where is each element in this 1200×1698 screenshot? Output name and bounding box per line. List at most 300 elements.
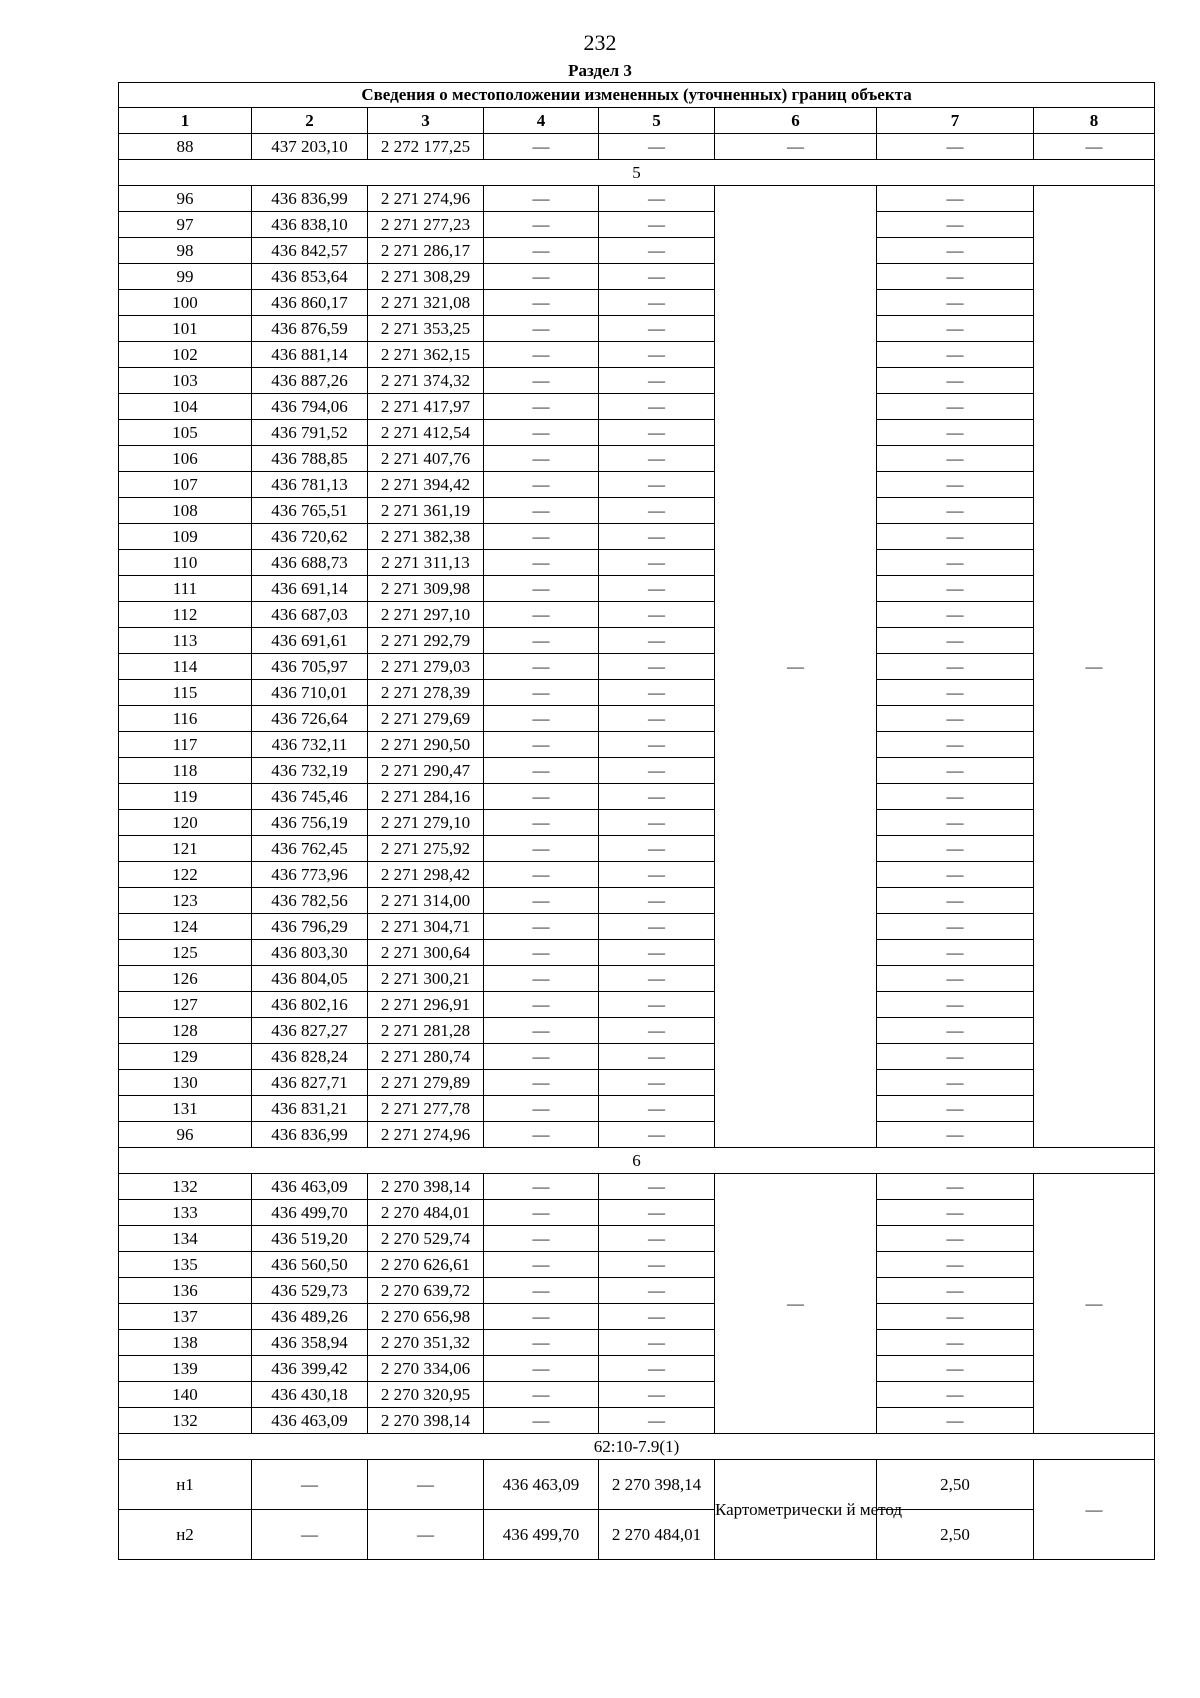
cell-dash: — bbox=[877, 446, 1034, 472]
point-number: 88 bbox=[119, 134, 252, 160]
cell-dash: — bbox=[877, 1044, 1034, 1070]
coord-y: 2 270 398,14 bbox=[368, 1174, 484, 1200]
table-row bbox=[119, 1044, 1155, 1070]
cell-dash: — bbox=[877, 1278, 1034, 1304]
coord-x: 436 853,64 bbox=[252, 264, 368, 290]
method-cell: Картометрически й метод bbox=[715, 1460, 877, 1560]
coord-x: 436 732,11 bbox=[252, 732, 368, 758]
cell-dash: — bbox=[877, 1408, 1034, 1434]
cell-dash: — bbox=[877, 888, 1034, 914]
coord-x: 436 762,45 bbox=[252, 836, 368, 862]
cell-dash: — bbox=[599, 836, 715, 862]
coord-y: 2 271 277,78 bbox=[368, 1096, 484, 1122]
coord-x: 436 887,26 bbox=[252, 368, 368, 394]
point-number: 106 bbox=[119, 446, 252, 472]
table-row bbox=[119, 1382, 1155, 1408]
point-number: 127 bbox=[119, 992, 252, 1018]
coord-x: 436 827,71 bbox=[252, 1070, 368, 1096]
cell-dash: — bbox=[484, 1122, 599, 1148]
point-number: 137 bbox=[119, 1304, 252, 1330]
table-row bbox=[119, 290, 1155, 316]
cell-dash: — bbox=[484, 1330, 599, 1356]
accuracy-value: 2,50 bbox=[877, 1460, 1034, 1510]
point-number: 140 bbox=[119, 1382, 252, 1408]
coord-y: 2 271 279,03 bbox=[368, 654, 484, 680]
cell-dash: — bbox=[484, 1356, 599, 1382]
table-row bbox=[119, 1226, 1155, 1252]
cell-dash: — bbox=[484, 784, 599, 810]
cell-dash: — bbox=[1034, 134, 1155, 160]
table-row bbox=[119, 810, 1155, 836]
cell-dash: — bbox=[599, 784, 715, 810]
merged-dash-col6: — bbox=[715, 1174, 877, 1434]
coord-x: 436 803,30 bbox=[252, 940, 368, 966]
cell-dash: — bbox=[484, 836, 599, 862]
point-number: н1 bbox=[119, 1460, 252, 1510]
cell-dash: — bbox=[877, 1070, 1034, 1096]
merged-dash-col8: — bbox=[1034, 1460, 1155, 1560]
cell-dash: — bbox=[484, 1174, 599, 1200]
cell-dash: — bbox=[599, 316, 715, 342]
cell-dash: — bbox=[877, 1382, 1034, 1408]
coord-x: 436 463,09 bbox=[252, 1408, 368, 1434]
cell-dash: — bbox=[599, 1070, 715, 1096]
cell-dash: — bbox=[877, 550, 1034, 576]
coord-y: 2 271 361,19 bbox=[368, 498, 484, 524]
table-row bbox=[119, 680, 1155, 706]
cell-dash: — bbox=[484, 550, 599, 576]
coord-x: 436 842,57 bbox=[252, 238, 368, 264]
cell-dash: — bbox=[484, 1200, 599, 1226]
point-number: 99 bbox=[119, 264, 252, 290]
cell-dash: — bbox=[599, 498, 715, 524]
cell-dash: — bbox=[484, 732, 599, 758]
cell-dash: — bbox=[368, 1510, 484, 1560]
table-row bbox=[119, 1252, 1155, 1278]
cell-dash: — bbox=[484, 758, 599, 784]
point-number: 114 bbox=[119, 654, 252, 680]
cell-dash: — bbox=[599, 368, 715, 394]
coord-y: 2 271 284,16 bbox=[368, 784, 484, 810]
point-number: 128 bbox=[119, 1018, 252, 1044]
cell-dash: — bbox=[599, 706, 715, 732]
coord-x: 436 791,52 bbox=[252, 420, 368, 446]
point-number: 132 bbox=[119, 1408, 252, 1434]
group-label-row bbox=[119, 1434, 1155, 1460]
cell-dash: — bbox=[484, 966, 599, 992]
point-number: 96 bbox=[119, 186, 252, 212]
cell-dash: — bbox=[484, 394, 599, 420]
coord-y: 2 271 292,79 bbox=[368, 628, 484, 654]
coord-x: 436 726,64 bbox=[252, 706, 368, 732]
group-label: 5 bbox=[119, 160, 1155, 186]
column-number: 8 bbox=[1034, 108, 1155, 134]
coord-x: 436 463,09 bbox=[484, 1460, 599, 1510]
cell-dash: — bbox=[599, 732, 715, 758]
coord-y: 2 271 298,42 bbox=[368, 862, 484, 888]
coord-x: 436 519,20 bbox=[252, 1226, 368, 1252]
cell-dash: — bbox=[599, 524, 715, 550]
coord-y: 2 271 412,54 bbox=[368, 420, 484, 446]
cell-dash: — bbox=[877, 966, 1034, 992]
coord-y: 2 271 279,89 bbox=[368, 1070, 484, 1096]
point-number: 100 bbox=[119, 290, 252, 316]
cell-dash: — bbox=[599, 472, 715, 498]
point-number: 125 bbox=[119, 940, 252, 966]
cell-dash: — bbox=[877, 602, 1034, 628]
cell-dash: — bbox=[877, 810, 1034, 836]
point-number: 129 bbox=[119, 1044, 252, 1070]
point-number: 135 bbox=[119, 1252, 252, 1278]
cell-dash: — bbox=[484, 290, 599, 316]
coord-x: 436 876,59 bbox=[252, 316, 368, 342]
coord-y: 2 271 417,97 bbox=[368, 394, 484, 420]
coord-y: 2 270 484,01 bbox=[368, 1200, 484, 1226]
table-row bbox=[119, 420, 1155, 446]
point-number: 107 bbox=[119, 472, 252, 498]
cell-dash: — bbox=[484, 264, 599, 290]
cell-dash: — bbox=[877, 394, 1034, 420]
point-number: 130 bbox=[119, 1070, 252, 1096]
point-number: 139 bbox=[119, 1356, 252, 1382]
cell-dash: — bbox=[877, 186, 1034, 212]
point-number: 102 bbox=[119, 342, 252, 368]
cell-dash: — bbox=[877, 1174, 1034, 1200]
coord-y: 2 271 300,64 bbox=[368, 940, 484, 966]
coord-x: 436 831,21 bbox=[252, 1096, 368, 1122]
cell-dash: — bbox=[599, 1174, 715, 1200]
coord-y: 2 271 286,17 bbox=[368, 238, 484, 264]
cell-dash: — bbox=[484, 1304, 599, 1330]
coord-x: 436 358,94 bbox=[252, 1330, 368, 1356]
point-number: 111 bbox=[119, 576, 252, 602]
cell-dash: — bbox=[877, 342, 1034, 368]
point-number: 136 bbox=[119, 1278, 252, 1304]
point-number: 117 bbox=[119, 732, 252, 758]
cell-dash: — bbox=[599, 1018, 715, 1044]
table-row bbox=[119, 1122, 1155, 1148]
cell-dash: — bbox=[599, 1200, 715, 1226]
cell-dash: — bbox=[877, 654, 1034, 680]
coord-x: 436 745,46 bbox=[252, 784, 368, 810]
coord-x: 436 463,09 bbox=[252, 1174, 368, 1200]
point-number: 105 bbox=[119, 420, 252, 446]
merged-dash-col6: — bbox=[715, 186, 877, 1148]
cell-dash: — bbox=[484, 992, 599, 1018]
table-row bbox=[119, 862, 1155, 888]
table-row bbox=[119, 238, 1155, 264]
point-number: 118 bbox=[119, 758, 252, 784]
table-row bbox=[119, 134, 1155, 160]
table-row bbox=[119, 212, 1155, 238]
cell-dash: — bbox=[877, 1252, 1034, 1278]
merged-dash-col8: — bbox=[1034, 186, 1155, 1148]
cell-dash: — bbox=[877, 524, 1034, 550]
coord-y: 2 271 374,32 bbox=[368, 368, 484, 394]
table-row bbox=[119, 1070, 1155, 1096]
table-row bbox=[119, 992, 1155, 1018]
point-number: 138 bbox=[119, 1330, 252, 1356]
cell-dash: — bbox=[877, 992, 1034, 1018]
cell-dash: — bbox=[484, 1096, 599, 1122]
coord-y: 2 271 353,25 bbox=[368, 316, 484, 342]
cell-dash: — bbox=[877, 862, 1034, 888]
point-number: 109 bbox=[119, 524, 252, 550]
table-row bbox=[119, 940, 1155, 966]
coord-y: 2 271 362,15 bbox=[368, 342, 484, 368]
cell-dash: — bbox=[599, 264, 715, 290]
coord-y: 2 271 304,71 bbox=[368, 914, 484, 940]
cell-dash: — bbox=[484, 1382, 599, 1408]
point-number: 132 bbox=[119, 1174, 252, 1200]
point-number: 96 bbox=[119, 1122, 252, 1148]
coord-x: 436 838,10 bbox=[252, 212, 368, 238]
point-number: н2 bbox=[119, 1510, 252, 1560]
cell-dash: — bbox=[484, 862, 599, 888]
coord-x: 436 828,24 bbox=[252, 1044, 368, 1070]
cell-dash: — bbox=[599, 420, 715, 446]
cell-dash: — bbox=[877, 498, 1034, 524]
cell-dash: — bbox=[877, 758, 1034, 784]
coord-y: 2 270 639,72 bbox=[368, 1278, 484, 1304]
cell-dash: — bbox=[484, 1044, 599, 1070]
cell-dash: — bbox=[484, 420, 599, 446]
table-row bbox=[119, 1330, 1155, 1356]
cell-dash: — bbox=[484, 446, 599, 472]
section-title: Раздел 3 bbox=[568, 61, 632, 80]
table-row bbox=[119, 784, 1155, 810]
coord-x: 436 881,14 bbox=[252, 342, 368, 368]
point-number: 121 bbox=[119, 836, 252, 862]
coord-x: 436 499,70 bbox=[252, 1200, 368, 1226]
coord-x: 436 802,16 bbox=[252, 992, 368, 1018]
cell-dash: — bbox=[368, 1460, 484, 1510]
table-row bbox=[119, 914, 1155, 940]
table-row bbox=[119, 654, 1155, 680]
table-row bbox=[119, 1174, 1155, 1200]
coord-y: 2 271 308,29 bbox=[368, 264, 484, 290]
cell-dash: — bbox=[877, 472, 1034, 498]
point-number: 119 bbox=[119, 784, 252, 810]
point-number: 120 bbox=[119, 810, 252, 836]
table-row bbox=[119, 186, 1155, 212]
point-number: 134 bbox=[119, 1226, 252, 1252]
cell-dash: — bbox=[599, 1278, 715, 1304]
point-number: 110 bbox=[119, 550, 252, 576]
coord-y: 2 270 320,95 bbox=[368, 1382, 484, 1408]
coord-y: 2 272 177,25 bbox=[368, 134, 484, 160]
table-row bbox=[119, 1304, 1155, 1330]
coord-x: 436 796,29 bbox=[252, 914, 368, 940]
cell-dash: — bbox=[877, 836, 1034, 862]
point-number: 124 bbox=[119, 914, 252, 940]
cell-dash: — bbox=[484, 498, 599, 524]
coord-y: 2 271 296,91 bbox=[368, 992, 484, 1018]
group-label: 6 bbox=[119, 1148, 1155, 1174]
coord-x: 436 788,85 bbox=[252, 446, 368, 472]
table-row bbox=[119, 264, 1155, 290]
coord-x: 436 691,61 bbox=[252, 628, 368, 654]
column-number: 3 bbox=[368, 108, 484, 134]
table-row bbox=[119, 316, 1155, 342]
cell-dash: — bbox=[877, 940, 1034, 966]
group-label-row bbox=[119, 160, 1155, 186]
cell-dash: — bbox=[877, 1096, 1034, 1122]
column-number: 1 bbox=[119, 108, 252, 134]
cell-dash: — bbox=[877, 732, 1034, 758]
cell-dash: — bbox=[599, 446, 715, 472]
cell-dash: — bbox=[484, 888, 599, 914]
coord-y: 2 271 274,96 bbox=[368, 186, 484, 212]
table-row bbox=[119, 576, 1155, 602]
point-number: 122 bbox=[119, 862, 252, 888]
coord-y: 2 271 277,23 bbox=[368, 212, 484, 238]
cell-dash: — bbox=[599, 1408, 715, 1434]
table-row bbox=[119, 342, 1155, 368]
table-row bbox=[119, 1200, 1155, 1226]
coord-y: 2 271 297,10 bbox=[368, 602, 484, 628]
coord-x: 436 399,42 bbox=[252, 1356, 368, 1382]
table-row bbox=[119, 394, 1155, 420]
table-row bbox=[119, 732, 1155, 758]
coord-x: 436 765,51 bbox=[252, 498, 368, 524]
column-number: 6 bbox=[715, 108, 877, 134]
cell-dash: — bbox=[484, 342, 599, 368]
cell-dash: — bbox=[877, 1356, 1034, 1382]
table-row bbox=[119, 1096, 1155, 1122]
point-number: 115 bbox=[119, 680, 252, 706]
coord-x: 436 687,03 bbox=[252, 602, 368, 628]
coord-y: 2 271 279,10 bbox=[368, 810, 484, 836]
cell-dash: — bbox=[484, 628, 599, 654]
cell-dash: — bbox=[484, 368, 599, 394]
cell-dash: — bbox=[599, 758, 715, 784]
coord-x: 436 773,96 bbox=[252, 862, 368, 888]
table-row bbox=[119, 1510, 1155, 1560]
point-number: 103 bbox=[119, 368, 252, 394]
cell-dash: — bbox=[877, 420, 1034, 446]
cell-dash: — bbox=[599, 680, 715, 706]
cell-dash: — bbox=[484, 186, 599, 212]
point-number: 126 bbox=[119, 966, 252, 992]
coord-x: 436 836,99 bbox=[252, 186, 368, 212]
coord-y: 2 271 382,38 bbox=[368, 524, 484, 550]
coord-x: 436 489,26 bbox=[252, 1304, 368, 1330]
cell-dash: — bbox=[484, 1278, 599, 1304]
cell-dash: — bbox=[599, 394, 715, 420]
cell-dash: — bbox=[877, 1122, 1034, 1148]
table-row bbox=[119, 602, 1155, 628]
cell-dash: — bbox=[599, 1122, 715, 1148]
cell-dash: — bbox=[877, 784, 1034, 810]
coord-y: 2 271 394,42 bbox=[368, 472, 484, 498]
cell-dash: — bbox=[599, 1226, 715, 1252]
cell-dash: — bbox=[599, 810, 715, 836]
coord-y: 2 271 309,98 bbox=[368, 576, 484, 602]
cell-dash: — bbox=[484, 680, 599, 706]
cell-dash: — bbox=[599, 914, 715, 940]
coord-x: 436 732,19 bbox=[252, 758, 368, 784]
table-row bbox=[119, 1356, 1155, 1382]
coord-y: 2 271 278,39 bbox=[368, 680, 484, 706]
cell-dash: — bbox=[484, 576, 599, 602]
cell-dash: — bbox=[484, 1226, 599, 1252]
point-number: 131 bbox=[119, 1096, 252, 1122]
cell-dash: — bbox=[599, 1096, 715, 1122]
cell-dash: — bbox=[877, 628, 1034, 654]
coord-x: 436 804,05 bbox=[252, 966, 368, 992]
cell-dash: — bbox=[484, 316, 599, 342]
boundary-coordinates-table bbox=[118, 82, 1155, 1560]
cell-dash: — bbox=[599, 212, 715, 238]
table-row bbox=[119, 888, 1155, 914]
cell-dash: — bbox=[877, 1200, 1034, 1226]
cell-dash: — bbox=[599, 290, 715, 316]
cell-dash: — bbox=[484, 914, 599, 940]
cell-dash: — bbox=[877, 212, 1034, 238]
cell-dash: — bbox=[599, 966, 715, 992]
table-row bbox=[119, 368, 1155, 394]
coord-x: 436 836,99 bbox=[252, 1122, 368, 1148]
cell-dash: — bbox=[599, 628, 715, 654]
coord-y: 2 270 626,61 bbox=[368, 1252, 484, 1278]
cell-dash: — bbox=[877, 238, 1034, 264]
coord-y: 2 271 279,69 bbox=[368, 706, 484, 732]
coord-y: 2 271 321,08 bbox=[368, 290, 484, 316]
cell-dash: — bbox=[484, 1408, 599, 1434]
page-number: 232 bbox=[583, 30, 617, 55]
column-number: 4 bbox=[484, 108, 599, 134]
coord-y: 2 271 311,13 bbox=[368, 550, 484, 576]
cell-dash: — bbox=[484, 810, 599, 836]
cell-dash: — bbox=[877, 576, 1034, 602]
coord-x: 436 430,18 bbox=[252, 1382, 368, 1408]
cell-dash: — bbox=[484, 472, 599, 498]
cell-dash: — bbox=[877, 1226, 1034, 1252]
table-row bbox=[119, 498, 1155, 524]
coord-y: 2 271 281,28 bbox=[368, 1018, 484, 1044]
table-row bbox=[119, 1408, 1155, 1434]
cell-dash: — bbox=[599, 1330, 715, 1356]
merged-dash-col8: — bbox=[1034, 1174, 1155, 1434]
coord-y: 2 270 398,14 bbox=[599, 1460, 715, 1510]
cell-dash: — bbox=[252, 1510, 368, 1560]
cell-dash: — bbox=[484, 212, 599, 238]
cell-dash: — bbox=[877, 368, 1034, 394]
cell-dash: — bbox=[599, 862, 715, 888]
point-number: 116 bbox=[119, 706, 252, 732]
group-label: 62:10-7.9(1) bbox=[119, 1434, 1155, 1460]
cell-dash: — bbox=[484, 1018, 599, 1044]
cell-dash: — bbox=[599, 1304, 715, 1330]
coord-x: 436 529,73 bbox=[252, 1278, 368, 1304]
cell-dash: — bbox=[599, 186, 715, 212]
point-number: 108 bbox=[119, 498, 252, 524]
cell-dash: — bbox=[599, 576, 715, 602]
table-row bbox=[119, 966, 1155, 992]
group-label-row bbox=[119, 1148, 1155, 1174]
coord-y: 2 271 290,50 bbox=[368, 732, 484, 758]
cell-dash: — bbox=[599, 1356, 715, 1382]
coord-y: 2 271 274,96 bbox=[368, 1122, 484, 1148]
coord-y: 2 271 314,00 bbox=[368, 888, 484, 914]
column-number-row bbox=[119, 108, 1155, 134]
cell-dash: — bbox=[599, 1252, 715, 1278]
cell-dash: — bbox=[877, 134, 1034, 160]
cell-dash: — bbox=[715, 134, 877, 160]
coord-x: 436 827,27 bbox=[252, 1018, 368, 1044]
table-row bbox=[119, 706, 1155, 732]
